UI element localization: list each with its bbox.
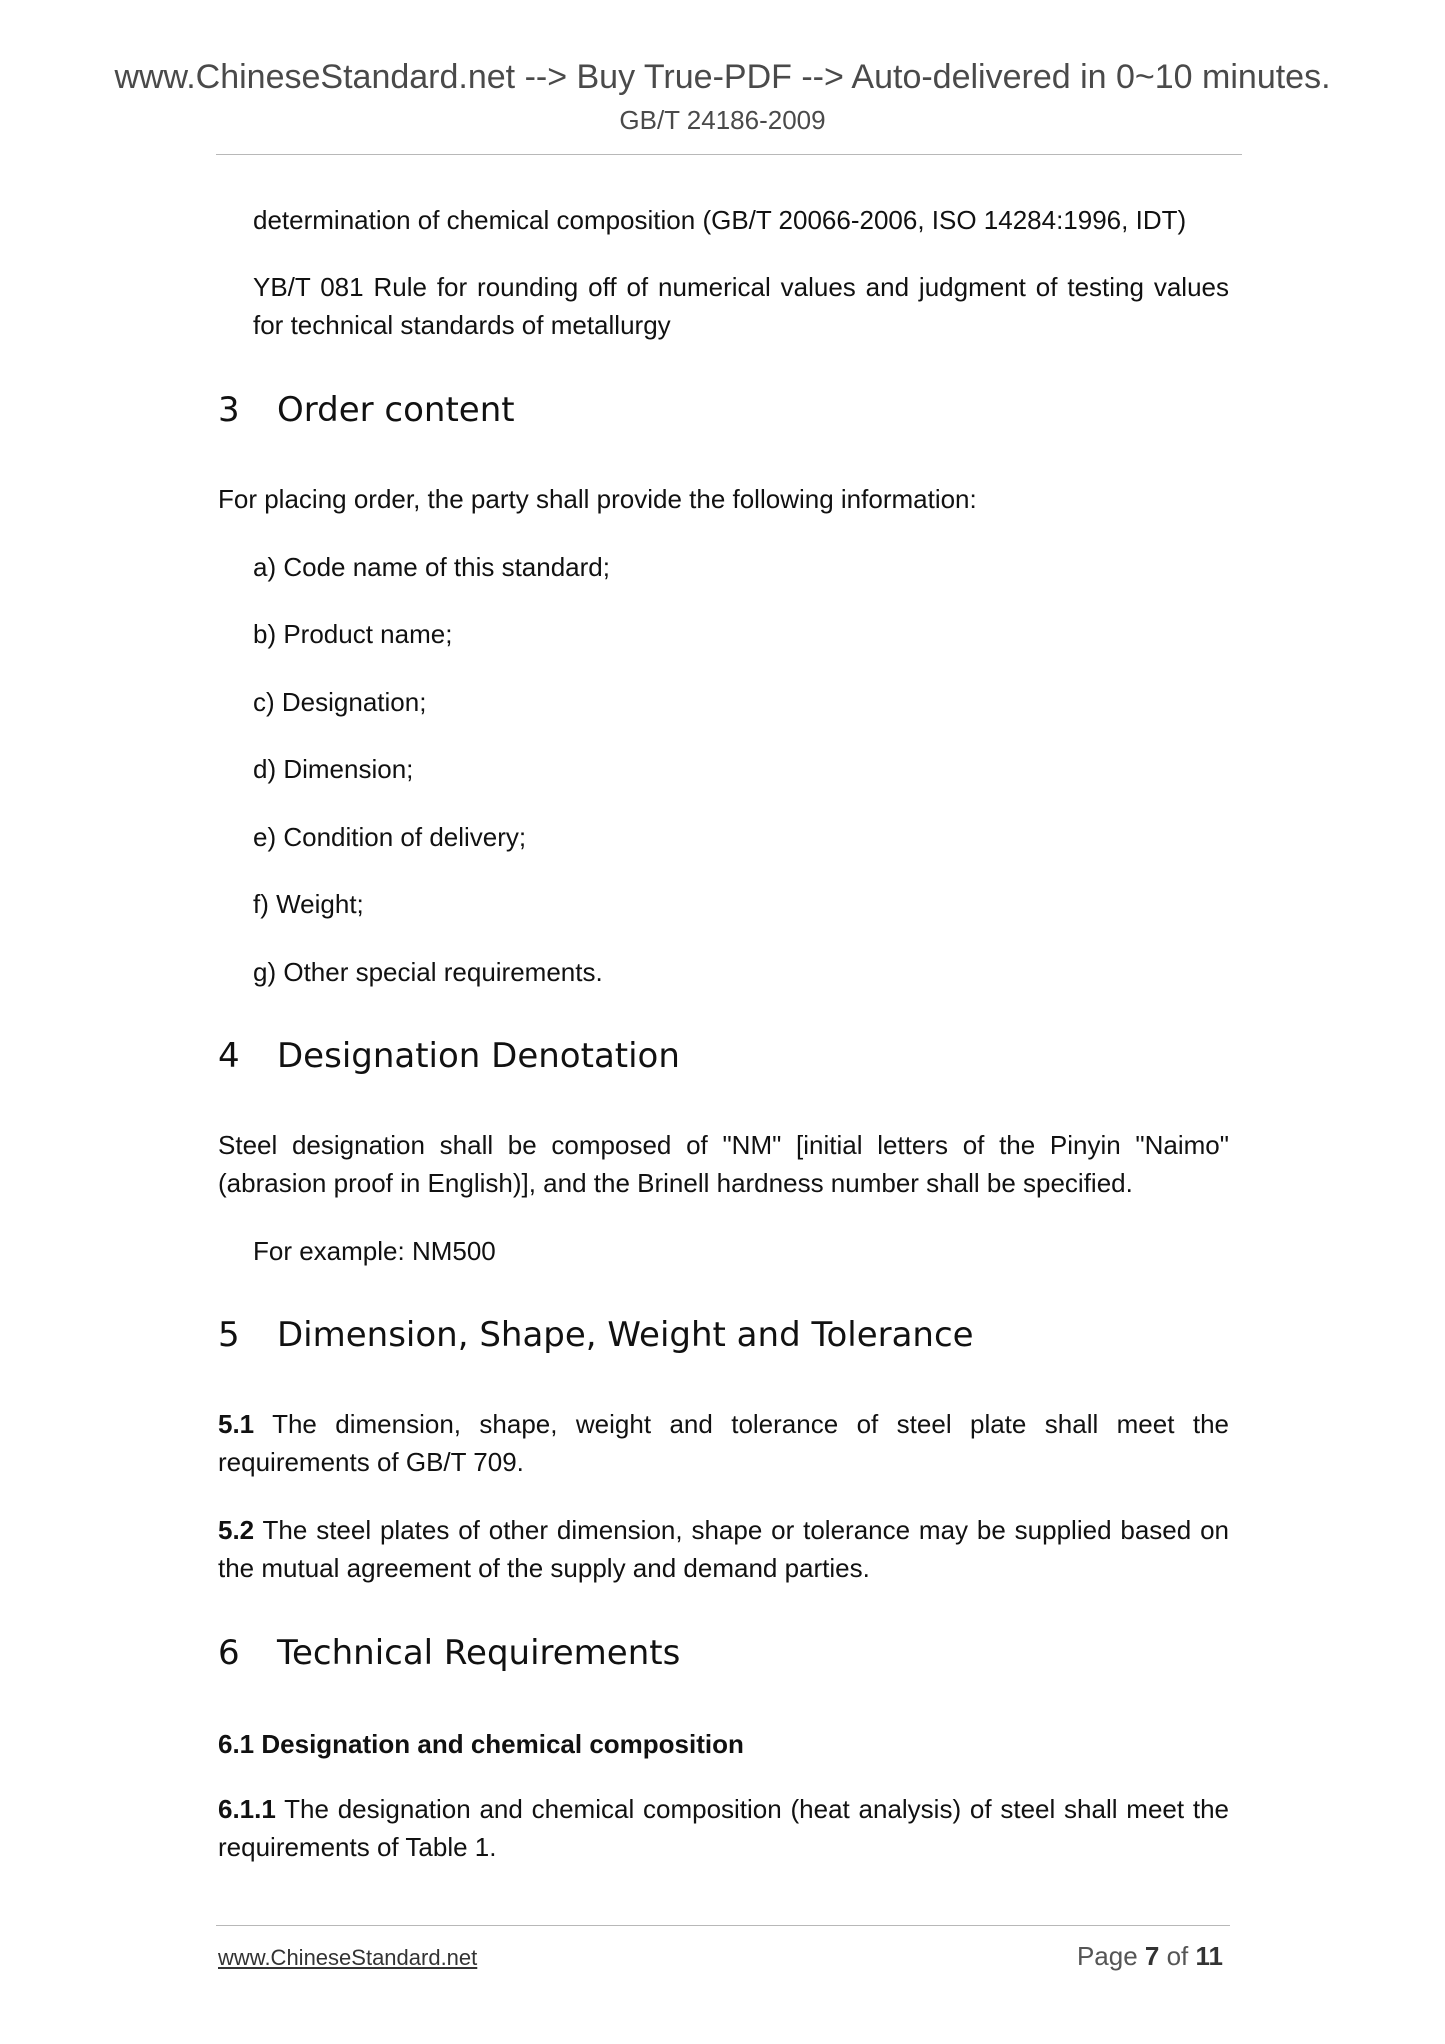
- section-4-paragraph: Steel designation shall be composed of "NM" [initial letters of the Pinyin "Naimo" (abrasion proof in English)], and the Brinell hardness number shall be specified.: [218, 1130, 1229, 1198]
- clause-5-2-number: 5.2: [218, 1515, 255, 1545]
- section-6-number: 6: [218, 1633, 240, 1673]
- section-4-heading: [218, 1036, 680, 1076]
- order-item-g: g) Other special requirements.: [253, 957, 603, 987]
- clause-5-2: [218, 1511, 1229, 1587]
- section-5-number: 5: [218, 1315, 240, 1355]
- page-total: 11: [1195, 1941, 1223, 1971]
- section-4-number: 4: [218, 1036, 240, 1076]
- header-divider: [216, 154, 1242, 155]
- subsection-6-1-heading: 6.1 Designation and chemical composition: [218, 1729, 744, 1759]
- section-4-title: Designation Denotation: [277, 1036, 680, 1076]
- order-item-b: b) Product name;: [253, 619, 453, 649]
- order-item-d: d) Dimension;: [253, 754, 414, 784]
- clause-5-1-number: 5.1: [218, 1409, 255, 1439]
- page-current: 7: [1144, 1941, 1160, 1971]
- order-item-c: c) Designation;: [253, 687, 427, 717]
- clause-5-1: [218, 1405, 1229, 1481]
- section-3-heading: [218, 390, 515, 430]
- ref-continuation: determination of chemical composition (GB/T 20066-2006, ISO 14284:1996, IDT): [253, 205, 1187, 235]
- page-indicator: [1077, 1941, 1223, 1972]
- header-banner[interactable]: www.ChineseStandard.net --> Buy True-PDF --> Auto-delivered in 0~10 minutes.: [114, 58, 1331, 96]
- footer-divider: [216, 1925, 1230, 1926]
- section-5-heading: [218, 1315, 974, 1355]
- section-5-title: Dimension, Shape, Weight and Tolerance: [277, 1315, 974, 1355]
- footer-site-link[interactable]: www.ChineseStandard.net: [218, 1945, 478, 1970]
- section-3-number: 3: [218, 390, 240, 430]
- standard-code: GB/T 24186-2009: [619, 105, 826, 135]
- order-item-e: e) Condition of delivery;: [253, 822, 527, 852]
- page-mid: of: [1159, 1941, 1196, 1971]
- section-3-intro: For placing order, the party shall provide the following information:: [218, 484, 977, 514]
- section-3-title: Order content: [277, 390, 515, 430]
- clause-6-1-1: [218, 1790, 1229, 1866]
- ref-ybt-081: YB/T 081 Rule for rounding off of numerical values and judgment of testing values for technical standards of metallurgy: [253, 272, 1229, 340]
- section-6-heading: [218, 1633, 680, 1673]
- designation-example: For example: NM500: [253, 1236, 496, 1266]
- clause-5-2-text: The steel plates of other dimension, shape or tolerance may be supplied based on the mutual agreement of the supply and demand parties.: [218, 1515, 1229, 1583]
- clause-5-1-text: The dimension, shape, weight and tolerance of steel plate shall meet the requirements of GB/T 709.: [218, 1409, 1229, 1477]
- page-prefix: Page: [1076, 1941, 1145, 1971]
- clause-6-1-1-text: The designation and chemical composition (heat analysis) of steel shall meet the requirements of Table 1.: [218, 1794, 1229, 1862]
- order-item-f: f) Weight;: [253, 889, 364, 919]
- section-6-title: Technical Requirements: [277, 1633, 681, 1673]
- order-item-a: a) Code name of this standard;: [253, 552, 610, 582]
- clause-6-1-1-number: 6.1.1: [218, 1794, 276, 1824]
